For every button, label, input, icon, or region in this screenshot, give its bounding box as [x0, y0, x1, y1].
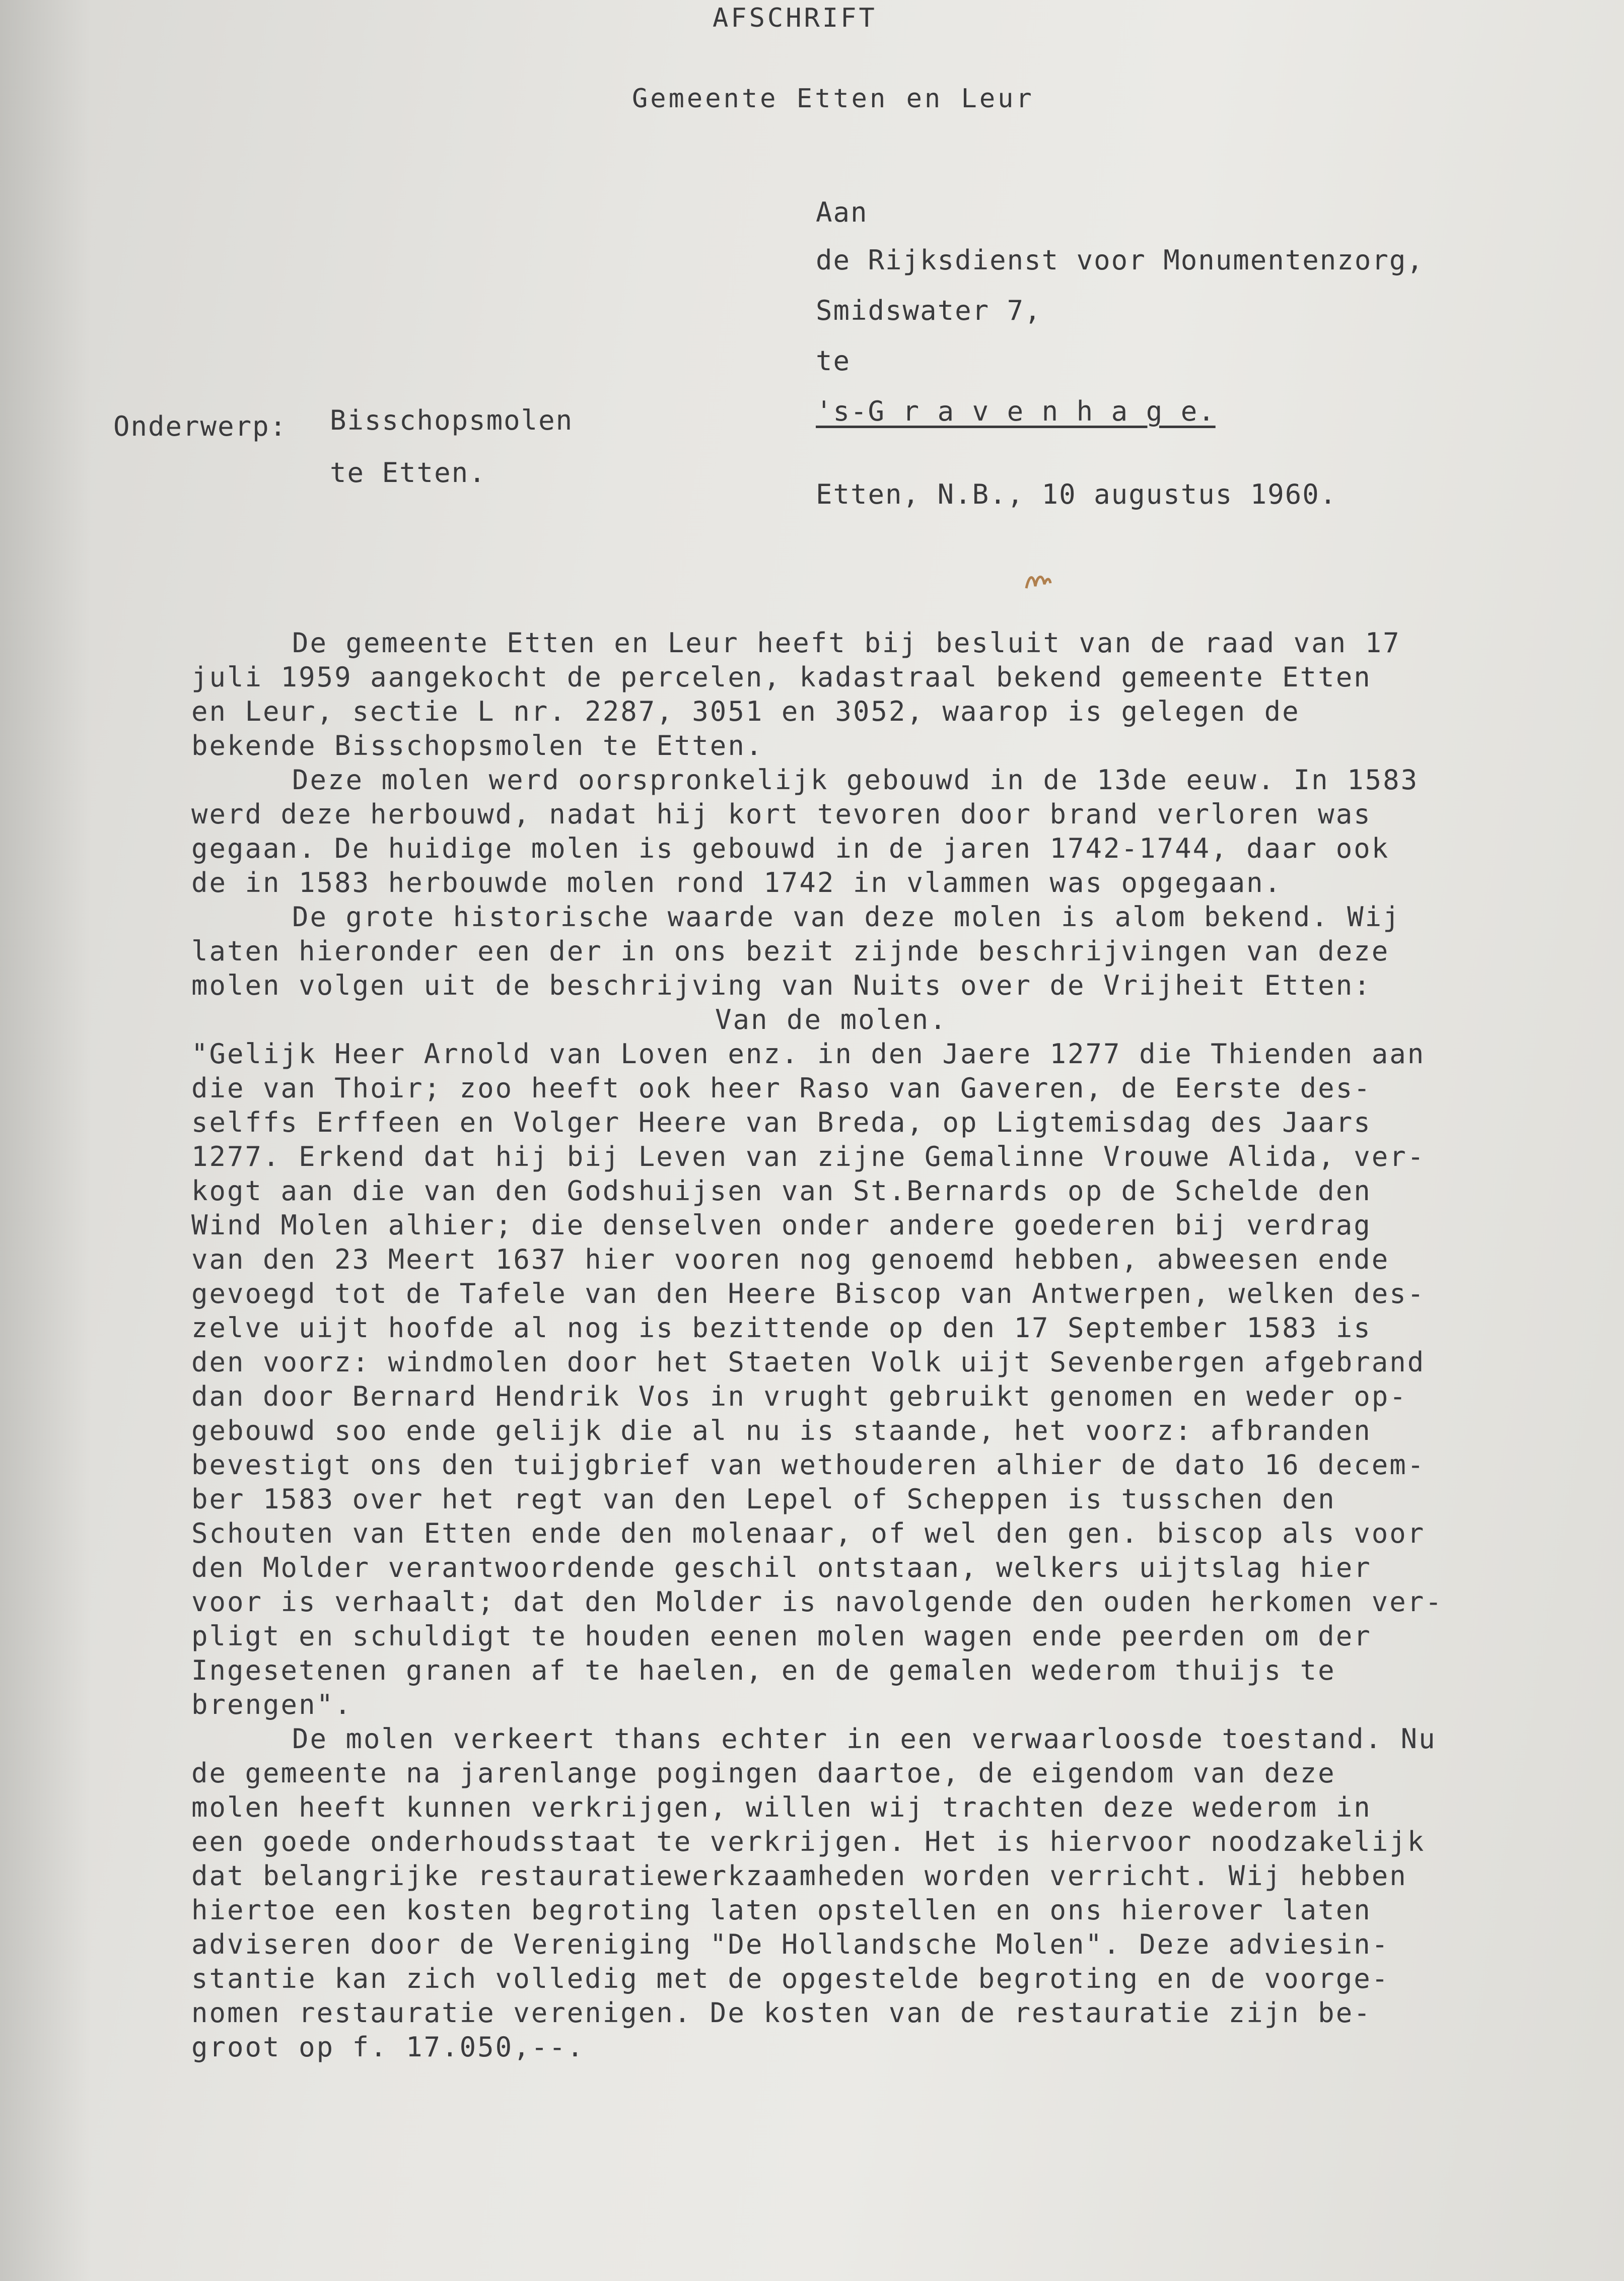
body-line: den voorz: windmolen door het Staeten Volk uijt Sevenbergen afgebrand — [191, 1346, 1426, 1378]
copy-stamp: AFSCHRIFT — [713, 3, 877, 33]
body-line: "Gelijk Heer Arnold van Loven enz. in den Jaere 1277 die Thienden aan — [191, 1038, 1426, 1070]
body-line: Ingesetenen granen af te haelen, en de gemalen wederom thuijs te — [191, 1654, 1336, 1686]
body-line: bevestigt ons den tuijgbrief van wethouderen alhier de dato 16 decem- — [191, 1449, 1426, 1481]
body-line: van den 23 Meert 1637 hier vooren nog genoemd hebben, abweesen ende — [191, 1243, 1390, 1275]
body-line: ber 1583 over het regt van den Lepel of Scheppen is tusschen den — [191, 1483, 1336, 1515]
body-line: gegaan. De huidige molen is gebouwd in de jaren 1742-1744, daar ook — [191, 833, 1390, 864]
body-line: nomen restauratie verenigen. De kosten van de restauratie zijn be- — [191, 1997, 1372, 2029]
body-line: hiertoe een kosten begroting laten opstellen en ons hierover laten — [191, 1894, 1372, 1926]
address-to: Aan — [816, 196, 868, 228]
body-line: een goede onderhoudsstaat te verkrijgen. Het is hiervoor noodzakelijk — [191, 1826, 1426, 1857]
body-line: De grote historische waarde van deze molen is alom bekend. Wij — [292, 901, 1401, 933]
address-line-3: te — [816, 345, 851, 377]
body-line: Deze molen werd oorspronkelijk gebouwd in de 13de eeuw. In 1583 — [292, 764, 1419, 796]
body-line: den Molder verantwoordende geschil ontstaan, welkers uijtslag hier — [191, 1552, 1372, 1583]
address-city: 's-G r a v e n h a g e. — [816, 395, 1216, 427]
body-line: selffs Erffeen en Volger Heere van Breda, op Ligtemisdag des Jaars — [191, 1107, 1372, 1138]
page-shadow — [0, 0, 91, 2281]
subject-line-1: Bisschopsmolen — [330, 404, 574, 436]
body-line: de gemeente na jarenlange pogingen daartoe, de eigendom van deze — [191, 1757, 1336, 1789]
body-line: adviseren door de Vereniging "De Hollandsche Molen". Deze adviesin- — [191, 1928, 1390, 1960]
body-line: kogt aan die van den Godshuijsen van St.Bernards op de Schelde den — [191, 1175, 1372, 1207]
body-line: laten hieronder een der in ons bezit zijnde beschrijvingen van deze — [191, 935, 1390, 967]
body-line: groot op f. 17.050,--. — [191, 2031, 585, 2063]
address-line-1: de Rijksdienst voor Monumentenzorg, — [816, 244, 1424, 276]
subject-label: Onderwerp: — [113, 410, 288, 442]
body-line: gebouwd soo ende gelijk die al nu is staande, het voorz: afbranden — [191, 1415, 1372, 1446]
body-line: werd deze herbouwd, nadat hij kort tevoren door brand verloren was — [191, 798, 1372, 830]
body-subheading: Van de molen. — [715, 1004, 948, 1035]
body-line: Schouten van Etten ende den molenaar, of wel den gen. biscop als voor — [191, 1517, 1426, 1549]
body-line: De gemeente Etten en Leur heeft bij besluit van de raad van 17 — [292, 627, 1401, 659]
body-line: gevoegd tot de Tafele van den Heere Biscop van Antwerpen, welken des- — [191, 1278, 1426, 1309]
ink-mark-icon — [1022, 569, 1052, 594]
body-line: molen volgen uit de beschrijving van Nuits over de Vrijheit Etten: — [191, 970, 1372, 1001]
body-line: de in 1583 herbouwde molen rond 1742 in vlammen was opgegaan. — [191, 867, 1283, 898]
body-line: Wind Molen alhier; die denselven onder andere goederen bij verdrag — [191, 1209, 1372, 1241]
body-line: molen heeft kunnen verkrijgen, willen wij trachten deze wederom in — [191, 1791, 1372, 1823]
body-line: dat belangrijke restauratiewerkzaamheden worden verricht. Wij hebben — [191, 1860, 1407, 1892]
letter-date: Etten, N.B., 10 augustus 1960. — [816, 478, 1337, 510]
body-line: brengen". — [191, 1689, 352, 1720]
subject-line-2: te Etten. — [330, 457, 486, 489]
body-line: en Leur, sectie L nr. 2287, 3051 en 3052, waarop is gelegen de — [191, 696, 1300, 727]
body-line: zelve uijt hoofde al nog is bezittende op den 17 September 1583 is — [191, 1312, 1372, 1344]
body-line: pligt en schuldigt te houden eenen molen wagen ende peerden om der — [191, 1620, 1372, 1652]
body-line: bekende Bisschopsmolen te Etten. — [191, 730, 764, 762]
body-line: die van Thoir; zoo heeft ook heer Raso van Gaveren, de Eerste des- — [191, 1072, 1372, 1104]
body-line: 1277. Erkend dat hij bij Leven van zijne Gemalinne Vrouwe Alida, ver- — [191, 1141, 1426, 1172]
address-line-2: Smidswater 7, — [816, 295, 1042, 326]
body-line: juli 1959 aangekocht de percelen, kadastraal bekend gemeente Etten — [191, 661, 1372, 693]
body-line: De molen verkeert thans echter in een verwaarloosde toestand. Nu — [292, 1723, 1437, 1755]
body-line: voor is verhaalt; dat den Molder is navolgende den ouden herkomen ver- — [191, 1586, 1443, 1618]
body-line: dan door Bernard Hendrik Vos in vrught gebruikt genomen en weder op- — [191, 1380, 1407, 1412]
body-line: stantie kan zich volledig met de opgestelde begroting en de voorge- — [191, 1963, 1390, 1994]
municipality-heading: Gemeente Etten en Leur — [632, 84, 1034, 114]
